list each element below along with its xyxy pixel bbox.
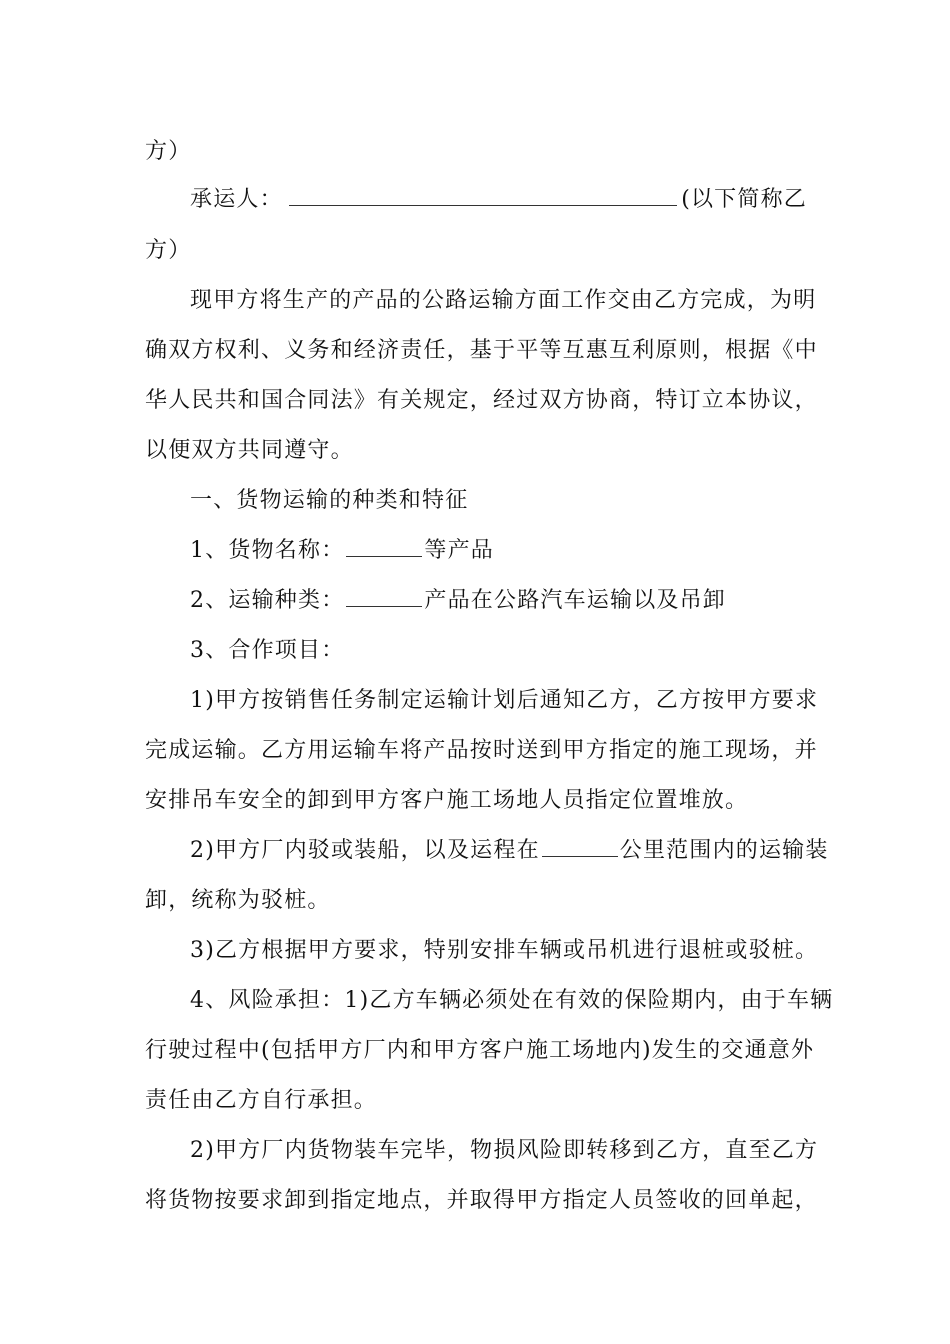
item-line xyxy=(190,536,807,566)
paragraph-line: 将货物按要求卸到指定地点，并取得甲方指定人员签收的回单起， xyxy=(145,1188,818,1213)
paragraph-line: 以便双方共同遵守。 xyxy=(145,438,354,463)
carrier-blank xyxy=(289,185,677,206)
distance-blank xyxy=(542,836,618,857)
text-line: 方） xyxy=(145,139,192,164)
item-blank xyxy=(346,536,422,557)
item-line xyxy=(190,586,807,616)
paragraph-line: 行驶过程中(包括甲方厂内和甲方客户施工场地内)发生的交通意外 xyxy=(145,1038,815,1063)
paragraph-line: 卸，统称为驳桩。 xyxy=(145,888,331,913)
paragraph-line: 确双方权利、义务和经济责任，基于平等互惠互利原则，根据《中 xyxy=(145,338,818,363)
carrier-suffix: (以下简称乙 xyxy=(681,187,807,212)
paragraph-line: 责任由乙方自行承担。 xyxy=(145,1088,378,1113)
item-blank xyxy=(346,586,422,607)
paragraph-line: 现甲方将生产的产品的公路运输方面工作交由乙方完成，为明 xyxy=(190,288,817,313)
paragraph-line xyxy=(190,836,829,866)
p3-suffix: 公里范围内的运输装 xyxy=(619,838,829,863)
paragraph-line: 3)乙方根据甲方要求，特别安排车辆或吊机进行退桩或驳桩。 xyxy=(190,938,819,963)
paragraph-line: 安排吊车安全的卸到甲方客户施工场地人员指定位置堆放。 xyxy=(145,788,749,813)
carrier-line xyxy=(190,185,807,215)
item-suffix: 等产品 xyxy=(424,538,495,563)
paragraph-line: 华人民共和国合同法》有关规定，经过双方协商，特订立本协议， xyxy=(145,388,818,413)
paragraph-line: 完成运输。乙方用运输车将产品按时送到甲方指定的施工现场，并 xyxy=(145,738,818,763)
paragraph-line: 4、风险承担：1)乙方车辆必须处在有效的保险期内，由于车辆 xyxy=(190,988,834,1013)
item-suffix: 产品在公路汽车运输以及吊卸 xyxy=(424,588,727,613)
item-line: 3、合作项目： xyxy=(190,638,345,663)
text-line: 方） xyxy=(145,238,192,263)
item-label: 2、运输种类： xyxy=(190,588,345,613)
item-label: 1、货物名称： xyxy=(190,538,345,563)
paragraph-line: 2)甲方厂内货物装车完毕，物损风险即转移到乙方，直至乙方 xyxy=(190,1138,819,1163)
section-heading: 一、货物运输的种类和特征 xyxy=(190,488,469,513)
carrier-label: 承运人： xyxy=(190,187,283,212)
paragraph-line: 1)甲方按销售任务制定运输计划后通知乙方，乙方按甲方要求 xyxy=(190,688,819,713)
p3-prefix: 2)甲方厂内驳或装船，以及运程在 xyxy=(190,838,540,863)
